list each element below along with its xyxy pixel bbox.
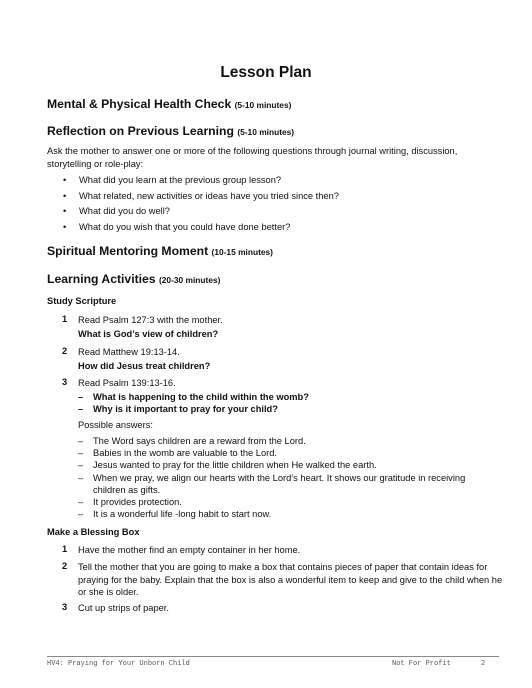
heading-reflection-minutes: (5-10 minutes) <box>237 127 295 137</box>
footer-page-number: 2 <box>481 660 486 668</box>
page-title: Lesson Plan <box>220 64 312 81</box>
study-item-number: 2 <box>62 346 68 356</box>
study-item-text: Read Matthew 19:13-14. <box>78 347 180 357</box>
blessing-item-text: Have the mother find an empty container in her home. <box>78 545 301 555</box>
heading-mentoring-minutes: (10-15 minutes) <box>211 247 273 257</box>
blessing-item-number: 1 <box>62 544 68 554</box>
list-item: – Jesus wanted to pray for the little children when He walked the earth. <box>78 459 498 471</box>
heading-health-check-label: Mental & Physical Health Check <box>47 97 232 111</box>
reflection-question-list <box>63 174 339 236</box>
heading-activities <box>47 272 220 286</box>
list-item: • What did you learn at the previous group lesson? <box>63 174 339 190</box>
heading-mentoring-label: Spiritual Mentoring Moment <box>47 244 209 258</box>
footer-notice: Not For Profit <box>392 660 451 668</box>
reflection-intro: Ask the mother to answer one or more of the following questions through journal writing, discussion, storytelling or role-play: <box>47 146 458 169</box>
heading-activities-minutes: (20-30 minutes) <box>158 275 221 285</box>
blessing-item-number: 3 <box>62 602 68 612</box>
list-item: – When we pray, we align our hearts with the Lord’s heart. It shows our gratitude in receiving children as gifts. <box>78 472 498 496</box>
list-item: – It is a wonderful life -long habit to start now. <box>78 508 498 520</box>
heading-health-check-minutes: (5-10 minutes) <box>234 100 292 110</box>
study-item-text: Read Psalm 127:3 with the mother. <box>78 315 223 325</box>
blessing-item-text: Tell the mother that you are going to make a box that contains pieces of paper that contain ideas for praying for the baby. Explain that the box is also a wonderful item to keep and give to the child when he or she is older. <box>78 562 503 598</box>
blessing-box-heading: Make a Blessing Box <box>47 527 140 537</box>
footer-rule <box>47 656 499 657</box>
study-item-text: Read Psalm 139:13-16. <box>78 378 176 388</box>
study-scripture-heading: Study Scripture <box>47 296 117 306</box>
study-item-number: 3 <box>62 377 68 387</box>
list-item: • What did you do well? <box>63 205 339 221</box>
heading-health-check <box>47 97 291 111</box>
list-item: – Babies in the womb are valuable to the Lord. <box>78 447 498 459</box>
possible-answers-label: Possible answers: <box>78 420 153 430</box>
study-item-question: What is God’s view of children? <box>78 329 219 339</box>
study-item-question: How did Jesus treat children? <box>78 361 211 371</box>
heading-mentoring <box>47 244 273 258</box>
list-item: – The Word says children are a reward from the Lord. <box>78 435 498 447</box>
study-bold-points <box>78 391 498 415</box>
list-item: – Why is it important to pray for your child? <box>78 403 498 415</box>
heading-reflection <box>47 124 294 138</box>
list-item: • What do you wish that you could have done better? <box>63 221 339 237</box>
list-item: – It provides protection. <box>78 496 498 508</box>
footer-title: HV4: Praying for Your Unborn Child <box>47 660 190 668</box>
study-item-number: 1 <box>62 314 68 324</box>
list-item: – What is happening to the child within the womb? <box>78 391 498 403</box>
blessing-item-text: Cut up strips of paper. <box>78 603 169 613</box>
possible-answers-list <box>78 435 498 520</box>
blessing-item-number: 2 <box>62 561 68 571</box>
list-item: • What related, new activities or ideas have you tried since then? <box>63 190 339 206</box>
heading-reflection-label: Reflection on Previous Learning <box>47 124 234 138</box>
heading-activities-label: Learning Activities <box>47 272 156 286</box>
